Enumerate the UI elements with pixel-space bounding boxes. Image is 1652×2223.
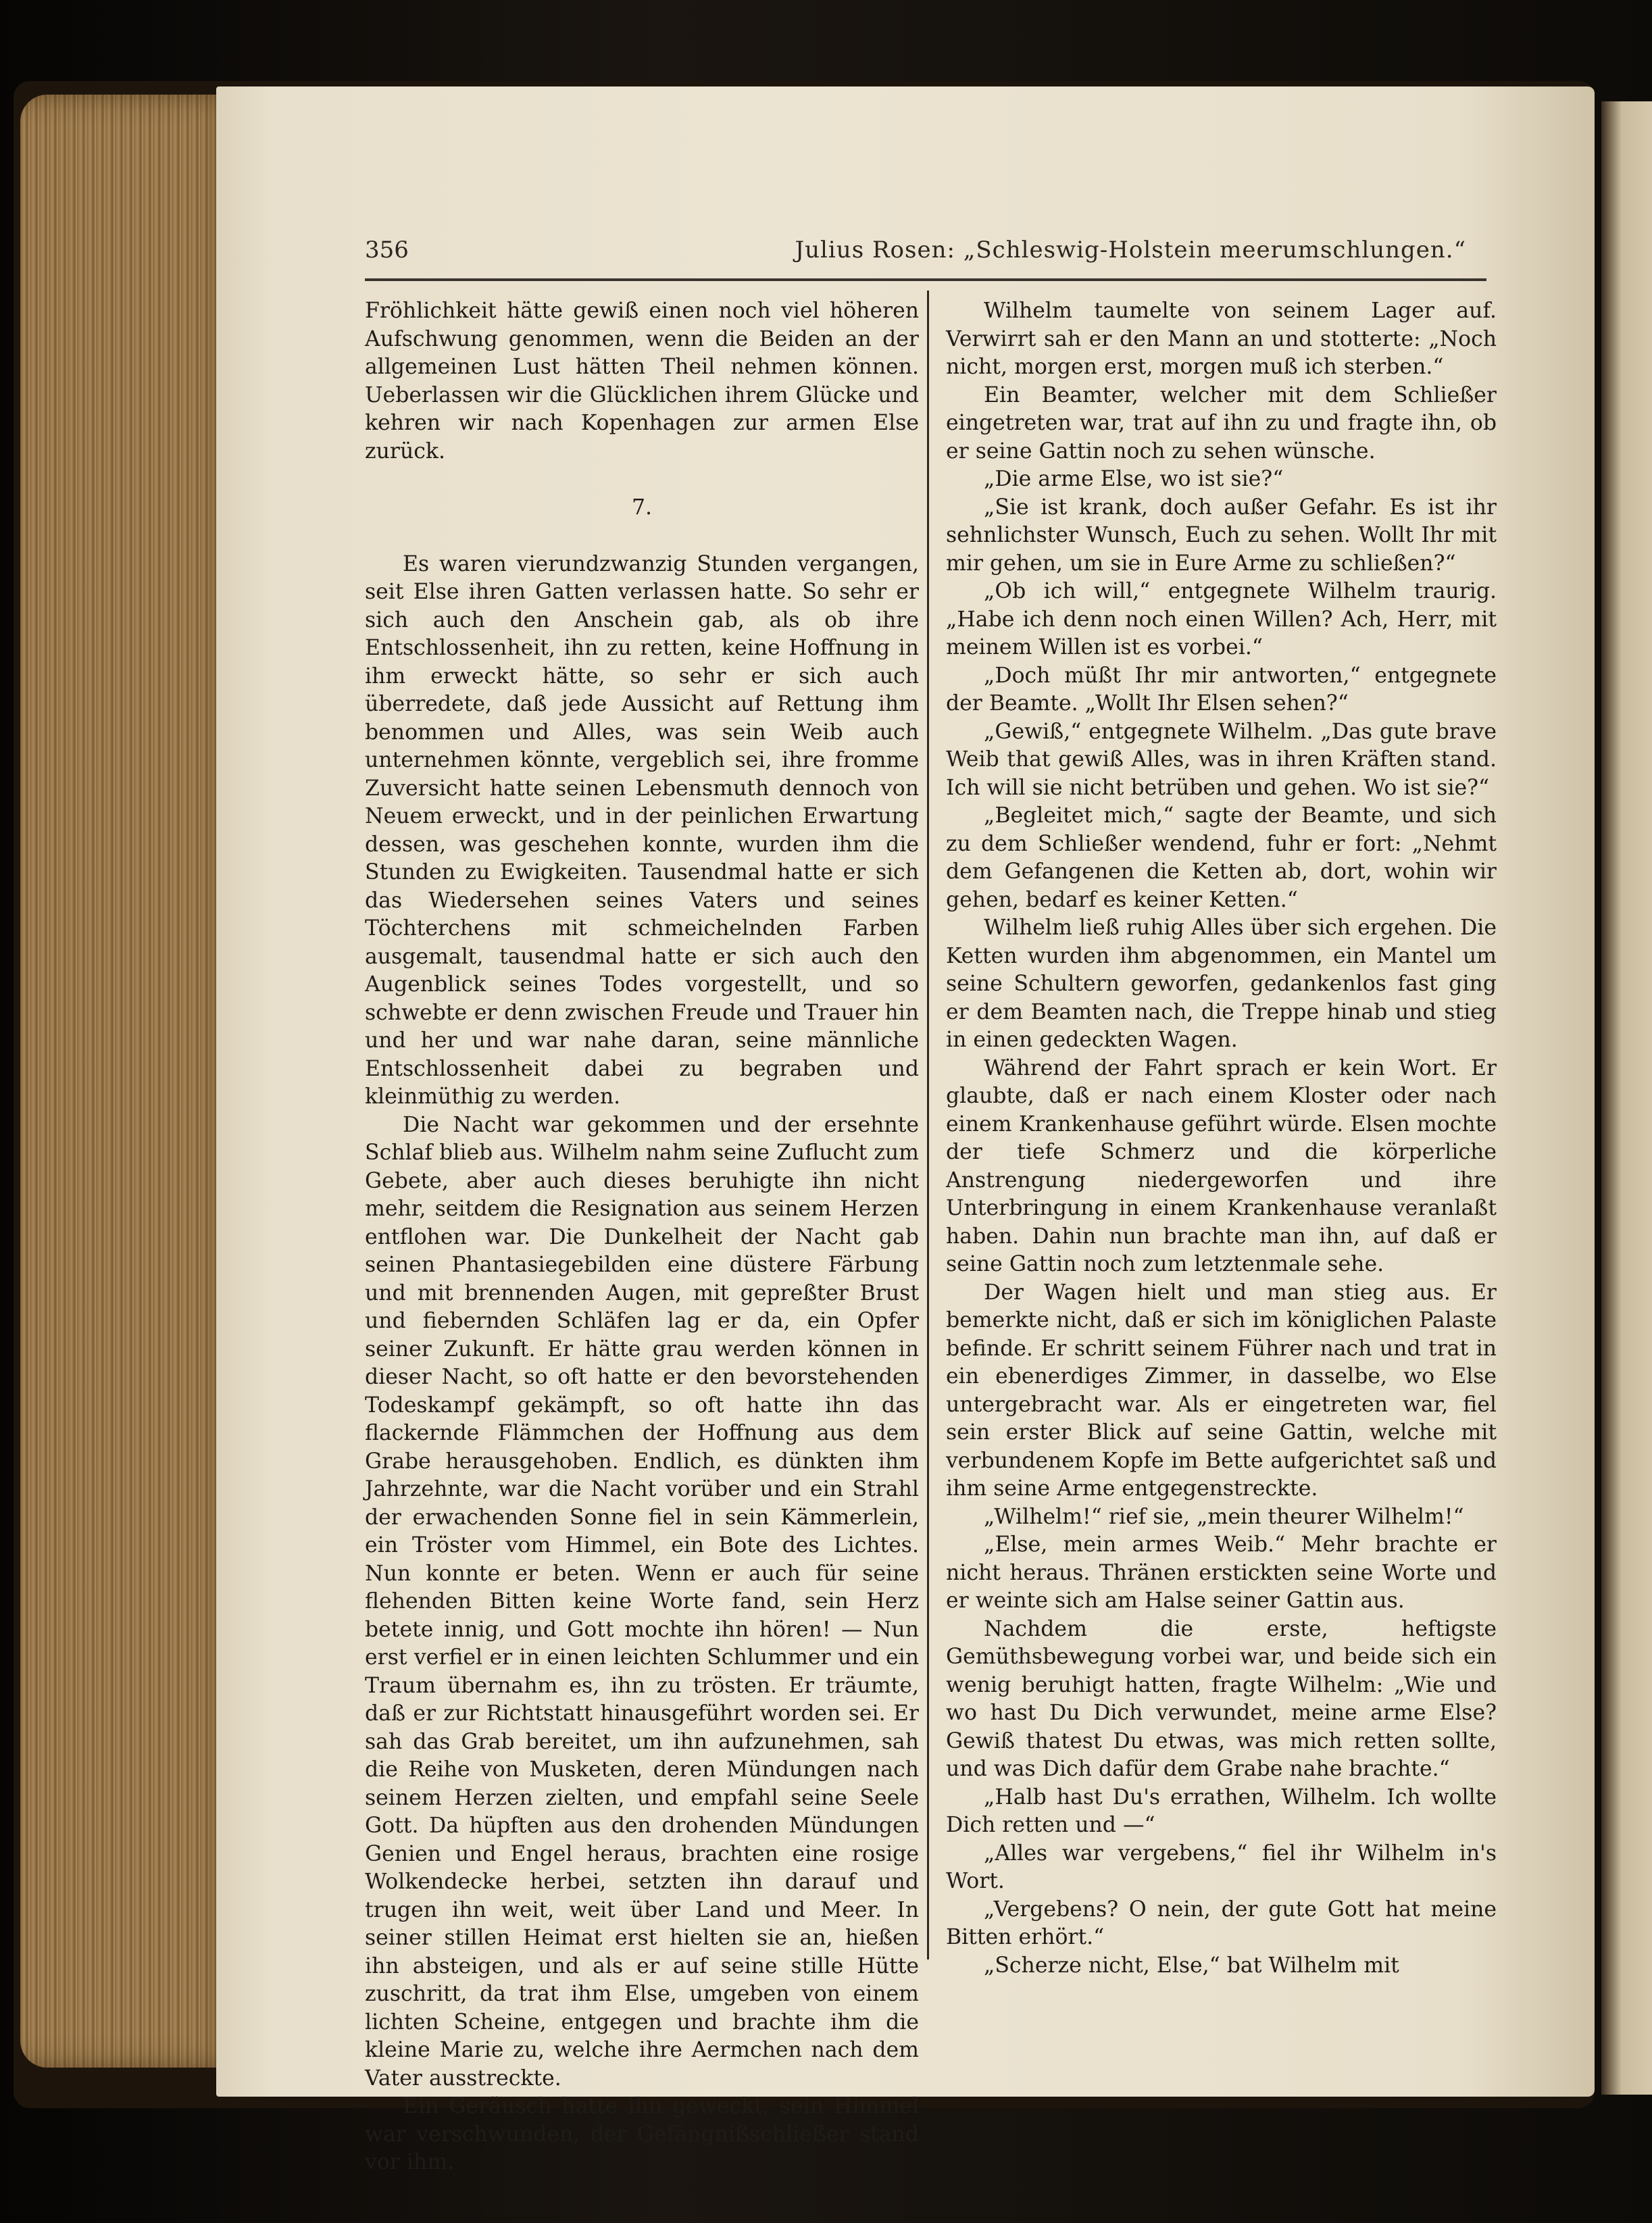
section-number: 7. bbox=[631, 495, 653, 520]
header-rule bbox=[365, 278, 1486, 281]
paragraph: „Else, mein armes Weib.“ Mehr brachte er nicht heraus. Thränen erstickten seine Worte und er weinte sich am Halse seiner Gattin aus. bbox=[946, 1532, 1497, 1613]
paragraph: „Scherze nicht, Else,“ bat Wilhelm mit bbox=[984, 1953, 1399, 1978]
paragraph: „Wilhelm!“ rief sie, „mein theurer Wilhelm!“ bbox=[984, 1504, 1464, 1529]
paragraph: Der Wagen hielt und man stieg aus. Er bemerkte nicht, daß er sich im königlichen Palaste befinde. Er schritt seinem Führer nach und trat in ein ebenerdiges Zimmer, in dasselbe, wo Else untergebracht war. Als er eingetreten war, fiel sein erster Blick auf seine Gattin, welche mit verbundenem Kopfe im Bette aufgerichtet saß und ihm seine Arme entgegenstreckte. bbox=[946, 1280, 1497, 1501]
paragraph: Während der Fahrt sprach er kein Wort. Er glaubte, daß er nach einem Kloster oder nach einem Krankenhause geführt würde. Elsen mochte der tiefe Schmerz und die körperliche Anstrengung niedergeworfen und ihre Unterbringung in einem Krankenhause veranlaßt haben. Dahin nun brachte man ihn, auf daß er seine Gattin noch zum letztenmale sehe. bbox=[946, 1055, 1497, 1276]
page-number: 356 bbox=[365, 236, 409, 264]
paragraph: „Sie ist krank, doch außer Gefahr. Es ist ihr sehnlichster Wunsch, Euch zu sehen. Wollt Ihr mit mir gehen, um sie in Eure Arme zu schließen?“ bbox=[946, 495, 1497, 576]
left-column bbox=[365, 297, 919, 2177]
page-edges bbox=[20, 95, 243, 2068]
paragraph: „Die arme Else, wo ist sie?“ bbox=[984, 467, 1284, 491]
column-divider bbox=[927, 291, 929, 1959]
paragraph: „Begleitet mich,“ sagte der Beamte, und sich zu dem Schließer wendend, fuhr er fort: „Nehmt dem Gefangenen die Ketten ab, dort, wohin wir gehen, bedarf es keiner Ketten.“ bbox=[946, 803, 1497, 912]
paragraph: „Ob ich will,“ entgegnete Wilhelm traurig. „Habe ich denn noch einen Willen? Ach, Herr, mit meinem Willen ist es vorbei.“ bbox=[946, 579, 1497, 659]
paragraph: Es waren vierundzwanzig Stunden vergangen, seit Else ihren Gatten verlassen hatte. So sehr er sich auch den Anschein gab, als ob ihre Entschlossenheit, ihn zu retten, keine Hoffnung in ihm erweckt hätte, so sehr er sich auch überredete, daß jede Aussicht auf Rettung ihm benommen und Alles, was sein Weib auch unternehmen könnte, vergeblich sei, ihre fromme Zuversicht hatte seinen Lebensmuth dennoch von Neuem erweckt, und in der peinlichen Erwartung dessen, was geschehen konnte, wurden ihm die Stunden zu Ewigkeiten. Tausendmal hatte er sich das Wiedersehen seines Vaters und seines Töchterchens mit schmeichelnden Farben ausgemalt, tausendmal hatte er sich auch den Augenblick seines Todes vorgestellt, und so schwebte er denn zwischen Freude und Trauer hin und her und war nahe daran, seine männliche Entschlossenheit dabei zu begraben und kleinmüthig zu werden. bbox=[365, 551, 919, 1109]
paragraph: Fröhlichkeit hätte gewiß einen noch viel höheren Aufschwung genommen, wenn die Beiden an der allgemeinen Lust hätten Theil nehmen können. Ueberlassen wir die Glücklichen ihrem Glücke und kehren wir nach Kopenhagen zur armen Else zurück. bbox=[365, 299, 919, 464]
paragraph: „Vergebens? O nein, der gute Gott hat meine Bitten erhört.“ bbox=[946, 1897, 1497, 1949]
paragraph: Ein Geräusch hatte ihn geweckt, sein Himmel war verschwunden, der Gefängnißschließer stand vor ihm. bbox=[365, 2094, 919, 2174]
paragraph: Wilhelm ließ ruhig Alles über sich ergehen. Die Ketten wurden ihm abgenommen, ein Mantel um seine Schultern geworfen, gedankenlos fast ging er dem Beamten nach, die Treppe hinab und stieg in einen gedeckten Wagen. bbox=[946, 916, 1497, 1052]
paragraph: Nachdem die erste, heftigste Gemüthsbewegung vorbei war, und beide sich ein wenig beruhigt hatten, fragte Wilhelm: „Wie und wo hast Du Dich verwundet, meine arme Else? Gewiß thatest Du etwas, was mich retten sollte, und was Dich dafür dem Grabe nahe brachte.“ bbox=[946, 1616, 1497, 1781]
page-header bbox=[365, 236, 1480, 272]
paragraph: „Gewiß,“ entgegnete Wilhelm. „Das gute brave Weib that gewiß Alles, was in ihren Kräften stand. Ich will sie nicht betrüben und gehen. Wo ist sie?“ bbox=[946, 719, 1497, 800]
paragraph: Die Nacht war gekommen und der ersehnte Schlaf blieb aus. Wilhelm nahm seine Zuflucht zum Gebete, aber auch dieses beruhigte ihn nicht mehr, seitdem die Resignation aus seinem Herzen entflohen war. Die Dunkelheit der Nacht gab seinen Phantasiegebilden eine düstere Färbung und mit brennenden Augen, mit gepreßter Brust und fiebernden Schläfen lag er da, ein Opfer seiner Zukunft. Er hätte grau werden können in dieser Nacht, so oft hatte er den bevorstehenden Todeskampf gekämpft, so oft hatte ihn das flackernde Flämmchen der Hoffnung aus dem Grabe herausgehoben. Endlich, es dünkten ihm Jahrzehnte, war die Nacht vorüber und ein Strahl der erwachenden Sonne fiel in sein Kämmerlein, ein Tröster vom Himmel, ein Bote des Lichtes. Nun konnte er beten. Wenn er auch für seine flehenden Bitten keine Worte fand, sein Herz betete innig, und Gott mochte ihn hören! — Nun erst verfiel er in einen leichten Schlummer und ein Traum übernahm es, ihn zu trösten. Er träumte, daß er zur Richtstatt hinausgeführt worden sei. Er sah das Grab bereitet, um ihn aufzunehmen, sah die Reihe von Musketen, deren Mündungen nach seinem Herzen zielten, und empfahl seine Seele Gott. Da hüpften aus den drohenden Mündungen Genien und Engel heraus, brachten eine rosige Wolkendecke herbei, setzten ihn darauf und trugen ihn weit, weit über Land und Meer. In seiner stillen Heimat erst hielten sie an, hießen ihn absteigen, und als er auf seine stille Hütte zuschritt, da trat ihm Else, umgeben von einem lichten Scheine, entgegen und brachte ihm die kleine Marie zu, welche ihre Aermchen nach dem Vater ausstreckte. bbox=[365, 1112, 919, 2091]
paragraph: „Halb hast Du's errathen, Wilhelm. Ich wollte Dich retten und —“ bbox=[946, 1784, 1497, 1837]
paragraph: Ein Beamter, welcher mit dem Schließer eingetreten war, trat auf ihn zu und fragte ihn, ob er seine Gattin noch zu sehen wünsche. bbox=[946, 382, 1497, 464]
running-title: Julius Rosen: „Schleswig-Holstein meerumschlungen.“ bbox=[795, 236, 1466, 264]
paragraph: „Alles war vergebens,“ fiel ihr Wilhelm in's Wort. bbox=[946, 1841, 1497, 1893]
adjacent-page-edge bbox=[1601, 101, 1652, 2095]
paragraph: „Doch müßt Ihr mir antworten,“ entgegnete der Beamte. „Wollt Ihr Elsen sehen?“ bbox=[946, 663, 1497, 716]
paragraph: Wilhelm taumelte von seinem Lager auf. Verwirrt sah er den Mann an und stotterte: „Noch nicht, morgen erst, morgen muß ich sterben.“ bbox=[946, 299, 1497, 379]
right-column bbox=[946, 297, 1497, 1980]
